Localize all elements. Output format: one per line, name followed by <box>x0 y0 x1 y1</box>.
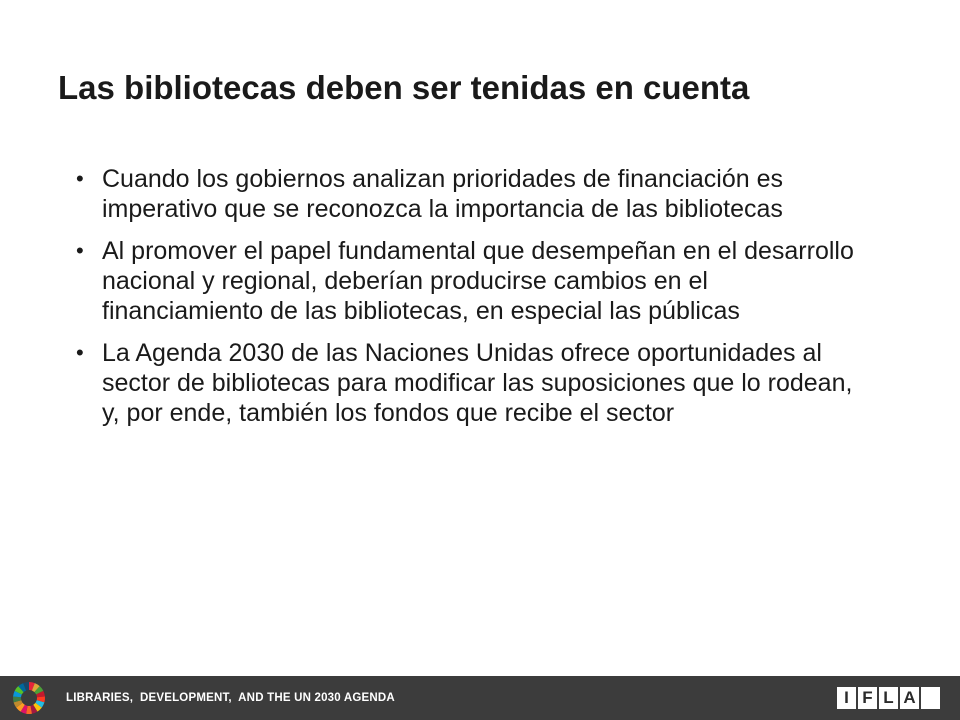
bullet-text: La Agenda 2030 de las Naciones Unidas ofrece oportunidades al sector de bibliotecas para modificar las suposiciones que lo rodean, y, por ende, también los fondos que recibe el sector <box>102 339 853 427</box>
sdg-wheel-icon <box>12 681 46 715</box>
ifla-logo-letter: I <box>837 687 856 709</box>
ifla-logo <box>837 687 940 709</box>
ifla-logo-letter <box>921 687 940 709</box>
bullet-text: Al promover el papel fundamental que desempeñan en el desarrollo nacional y regional, deberían producirse cambios en el financiamiento de las bibliotecas, en especial las públicas <box>102 237 854 325</box>
slide-title: Las bibliotecas deben ser tenidas en cuenta <box>58 69 750 106</box>
footer-bar <box>0 676 960 720</box>
bullet-item <box>76 164 876 224</box>
bullet-item <box>76 236 876 326</box>
ifla-logo-letter: A <box>900 687 919 709</box>
bullet-text: Cuando los gobiernos analizan prioridades de financiación es imperativo que se reconozca la importancia de las bibliotecas <box>102 165 784 223</box>
bullet-icon: • <box>76 166 84 191</box>
bullet-icon: • <box>76 340 84 365</box>
ifla-logo-letter: F <box>858 687 877 709</box>
bullet-list <box>76 164 876 440</box>
bullet-item <box>76 338 876 428</box>
ifla-logo-letter: L <box>879 687 898 709</box>
bullet-icon: • <box>76 238 84 263</box>
footer-text: LIBRARIES, DEVELOPMENT, AND THE UN 2030 AGENDA <box>66 692 395 704</box>
